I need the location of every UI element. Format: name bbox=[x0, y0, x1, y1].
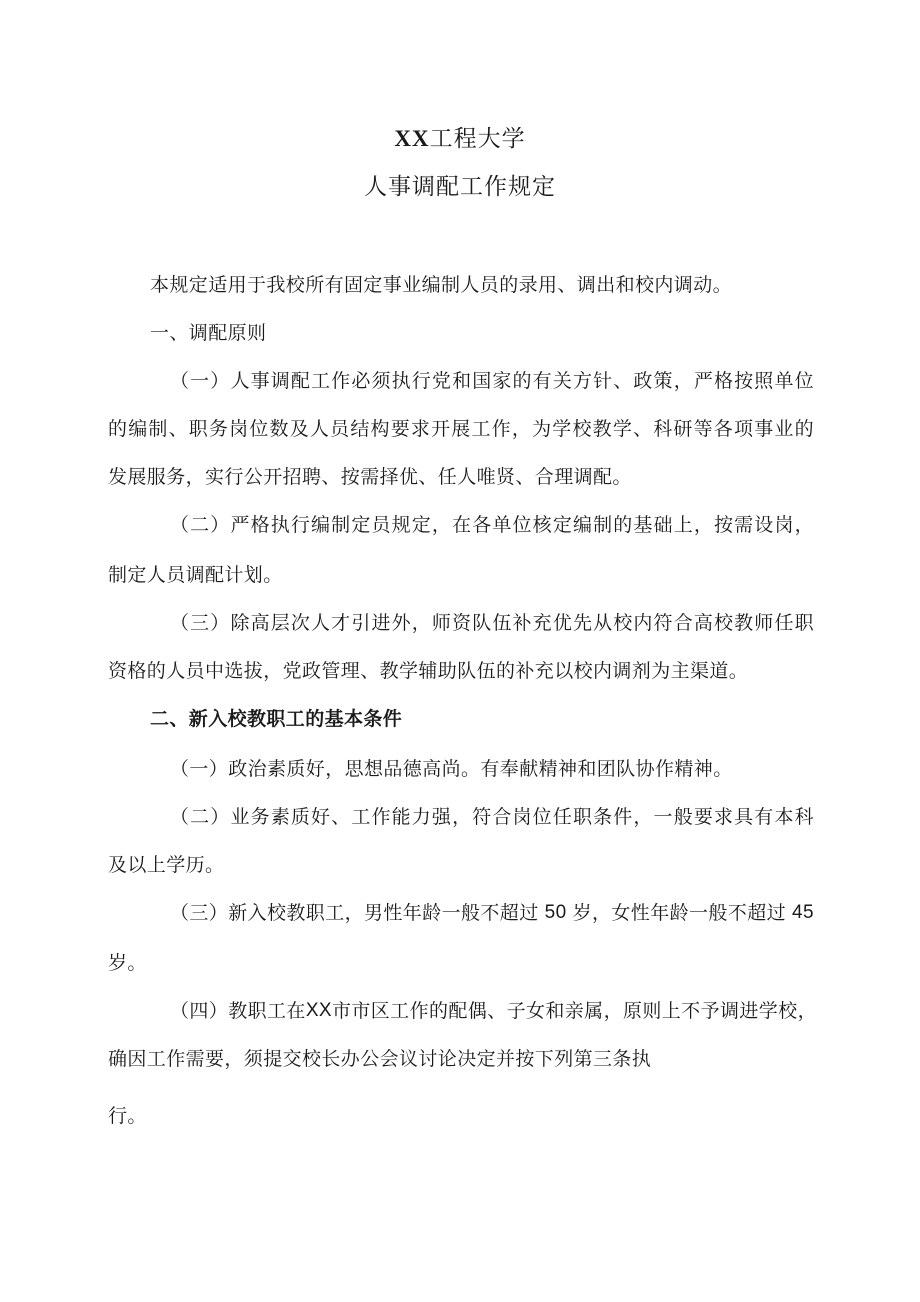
paragraph-line: （二）严格执行编制定员规定，在各单位核定编制的基础上，按需设岗， bbox=[170, 514, 814, 536]
section-heading-2: 二、新入校教职工的基本条件 bbox=[150, 708, 403, 730]
document-subtitle: 人事调配工作规定 bbox=[364, 174, 556, 200]
intro-paragraph: 本规定适用于我校所有固定事业编制人员的录用、调出和校内调动。 bbox=[150, 274, 733, 296]
female-age-limit: 45 bbox=[792, 902, 814, 923]
paragraph-line: 的编制、职务岗位数及人员结构要求开展工作，为学校教学、科研等各项事业的 bbox=[108, 418, 814, 440]
paragraph-line-family bbox=[170, 997, 817, 1025]
paragraph-line: （一）人事调配工作必须执行党和国家的有关方针、政策，严格按照单位 bbox=[170, 370, 814, 392]
paragraph-line: （一）政治素质好，思想品德高尚。有奉献精神和团队协作精神。 bbox=[170, 758, 733, 780]
male-age-limit: 50 bbox=[544, 902, 567, 923]
document-title bbox=[0, 124, 920, 154]
family-text-1: （四）教职工在 bbox=[170, 1000, 306, 1022]
paragraph-line: 及以上学历。 bbox=[108, 854, 225, 876]
paragraph-line: （三）除高层次人才引进外，师资队伍补充优先从校内符合高校教师任职 bbox=[170, 612, 814, 634]
paragraph-line: 制定人员调配计划。 bbox=[108, 564, 283, 586]
section-heading-1: 一、调配原则 bbox=[150, 322, 267, 344]
paragraph-line: 岁。 bbox=[108, 952, 147, 974]
paragraph-line: 资格的人员中选拔，党政管理、教学辅助队伍的补充以校内调剂为主渠道。 bbox=[108, 660, 749, 682]
paragraph-line: 确因工作需要，须提交校长办公会议讨论决定并按下列第三条执 bbox=[108, 1048, 652, 1070]
paragraph-line: 发展服务，实行公开招聘、按需择优、任人唯贤、合理调配。 bbox=[108, 466, 632, 488]
title-suffix: 工程大学 bbox=[429, 126, 526, 152]
paragraph-line: （二）业务素质好、工作能力强，符合岗位任职条件，一般要求具有本科 bbox=[170, 806, 814, 828]
title-prefix: XX bbox=[394, 126, 430, 151]
age-text-1: （三）新入校教职工，男性年龄一般不超过 bbox=[170, 902, 539, 924]
paragraph-line: 行。 bbox=[108, 1105, 147, 1127]
city-placeholder: XX bbox=[305, 1000, 332, 1021]
paragraph-line-age bbox=[170, 899, 814, 927]
family-text-2: 市市区工作的配偶、子女和亲属，原则上不予调进学校， bbox=[331, 1000, 817, 1022]
age-text-2: 岁，女性年龄一般不超过 bbox=[572, 902, 787, 924]
